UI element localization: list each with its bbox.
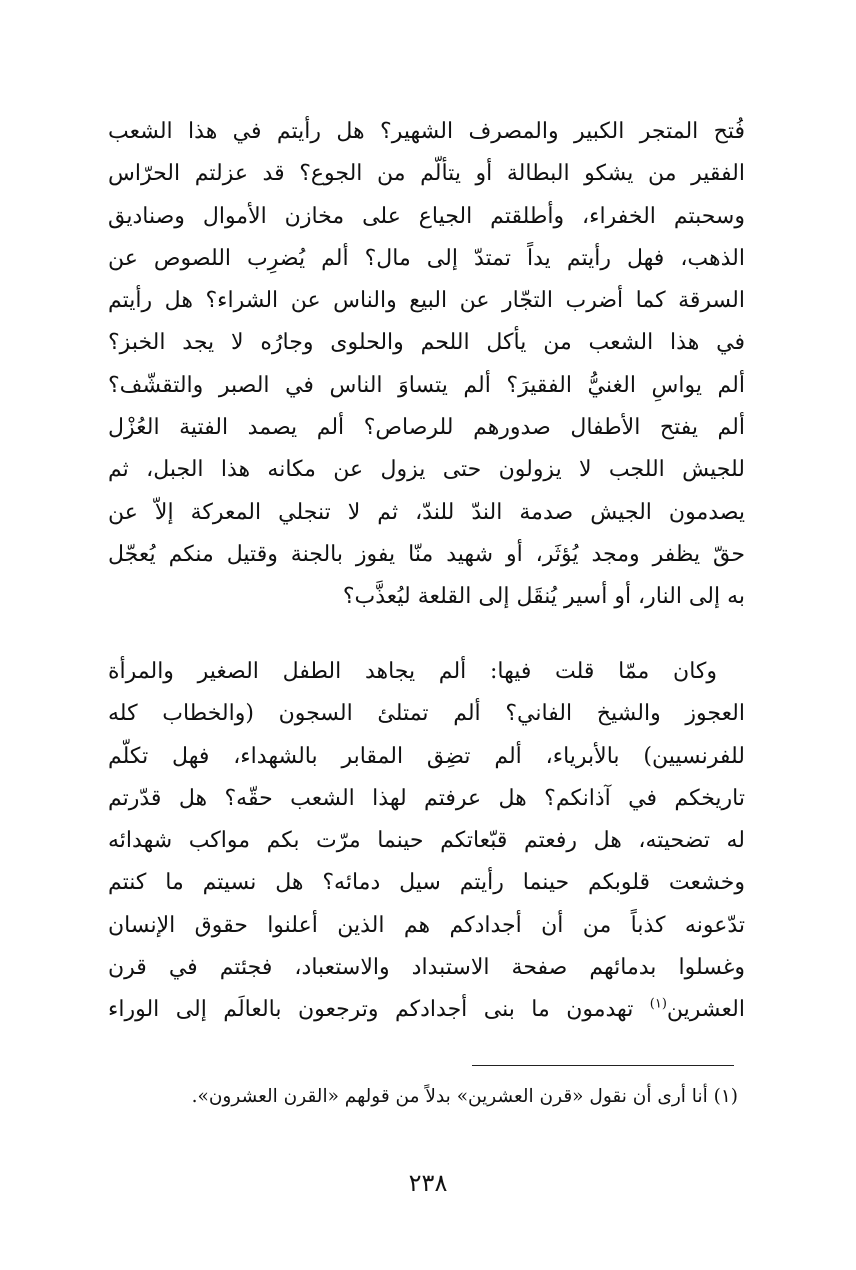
text-line: به إلى النار، أو أسير يُنقَل إلى القلعة ليُعذَّب؟ bbox=[342, 584, 745, 610]
paragraph-2 bbox=[108, 651, 745, 1032]
paragraph-1 bbox=[108, 111, 745, 619]
text-line: للجيش اللجب لا يزولون حتى يزول عن مكانه هذا الجبل، ثم bbox=[108, 457, 745, 483]
page-number: ٢٣٨ bbox=[408, 1169, 448, 1197]
text-line: وخشعت قلوبكم حينما رأيتم سيل دمائه؟ هل نسيتم ما كنتم bbox=[108, 870, 745, 896]
text-line-with-footnote bbox=[108, 989, 745, 1031]
text-line: ألم يواسِ الغنيُّ الفقيرَ؟ ألم يتساوَ الناس في الصبر والتقشّف؟ bbox=[108, 372, 745, 398]
text-line: تدّعونه كذباً من أن أجدادكم هم الذين أعلنوا حقوق الإنسان bbox=[108, 912, 745, 938]
text-line: يصدمون الجيش صدمة الندّ للندّ، ثم لا تنجلي المعركة إلاّ عن bbox=[108, 499, 745, 525]
text-line: السرقة كما أضرب التجّار عن البيع والناس عن الشراء؟ هل رأيتم bbox=[108, 288, 745, 314]
text-line: الذهب، فهل رأيتم يداً تمتدّ إلى مال؟ ألم يُضرِب اللصوص عن bbox=[108, 245, 745, 271]
text-line: فُتح المتجر الكبير والمصرف الشهير؟ هل رأيتم في هذا الشعب bbox=[108, 119, 745, 144]
footnote-divider bbox=[472, 1065, 734, 1066]
text-segment: العشرين bbox=[666, 997, 745, 1023]
text-line: ألم يفتح الأطفال صدورهم للرصاص؟ ألم يصمد الفتية العُزْل bbox=[108, 415, 745, 441]
text-line: له تضحيته، هل رفعتم قبّعاتكم حينما مرّت بكم مواكب شهدائه bbox=[108, 828, 745, 854]
text-line: وغسلوا بدمائهم صفحة الاستبداد والاستعباد، فجئتم في قرن bbox=[108, 955, 745, 981]
text-line: الفقير من يشكو البطالة أو يتألّم من الجوع؟ قد عزلتم الحرّاس bbox=[108, 161, 745, 187]
text-line: تاريخكم في آذانكم؟ هل عرفتم لهذا الشعب حقّه؟ هل قدّرتم bbox=[108, 785, 745, 811]
footnote-reference: (١) bbox=[649, 997, 667, 1013]
footnote: (١) أنا أرى أن نقول «قرن العشرين» بدلاً من قولهم «القرن العشرون». bbox=[191, 1086, 738, 1107]
text-line: في هذا الشعب من يأكل اللحم والحلوى وجارُه لا يجد الخبز؟ bbox=[108, 330, 745, 356]
text-line: العجوز والشيخ الفاني؟ ألم تمتلئ السجون (والخطاب كله bbox=[108, 701, 745, 727]
text-line: وسحبتم الخفراء، وأطلقتم الجياع على مخازن الأموال وصناديق bbox=[108, 203, 745, 229]
text-line: وكان ممّا قلت فيها: ألم يجاهد الطفل الصغير والمرأة bbox=[108, 659, 717, 684]
text-line: حقّ يظفر ومجد يُؤثَر، أو شهيد منّا يفوز بالجنة وقتيل منكم يُعجّل bbox=[108, 541, 745, 567]
text-segment: تهدمون ما بنى أجدادكم وترجعون بالعالَم إلى الوراء bbox=[108, 997, 650, 1023]
text-line: للفرنسيين) بالأبرياء، ألم تضِق المقابر بالشهداء، فهل تكلّم bbox=[108, 743, 745, 769]
